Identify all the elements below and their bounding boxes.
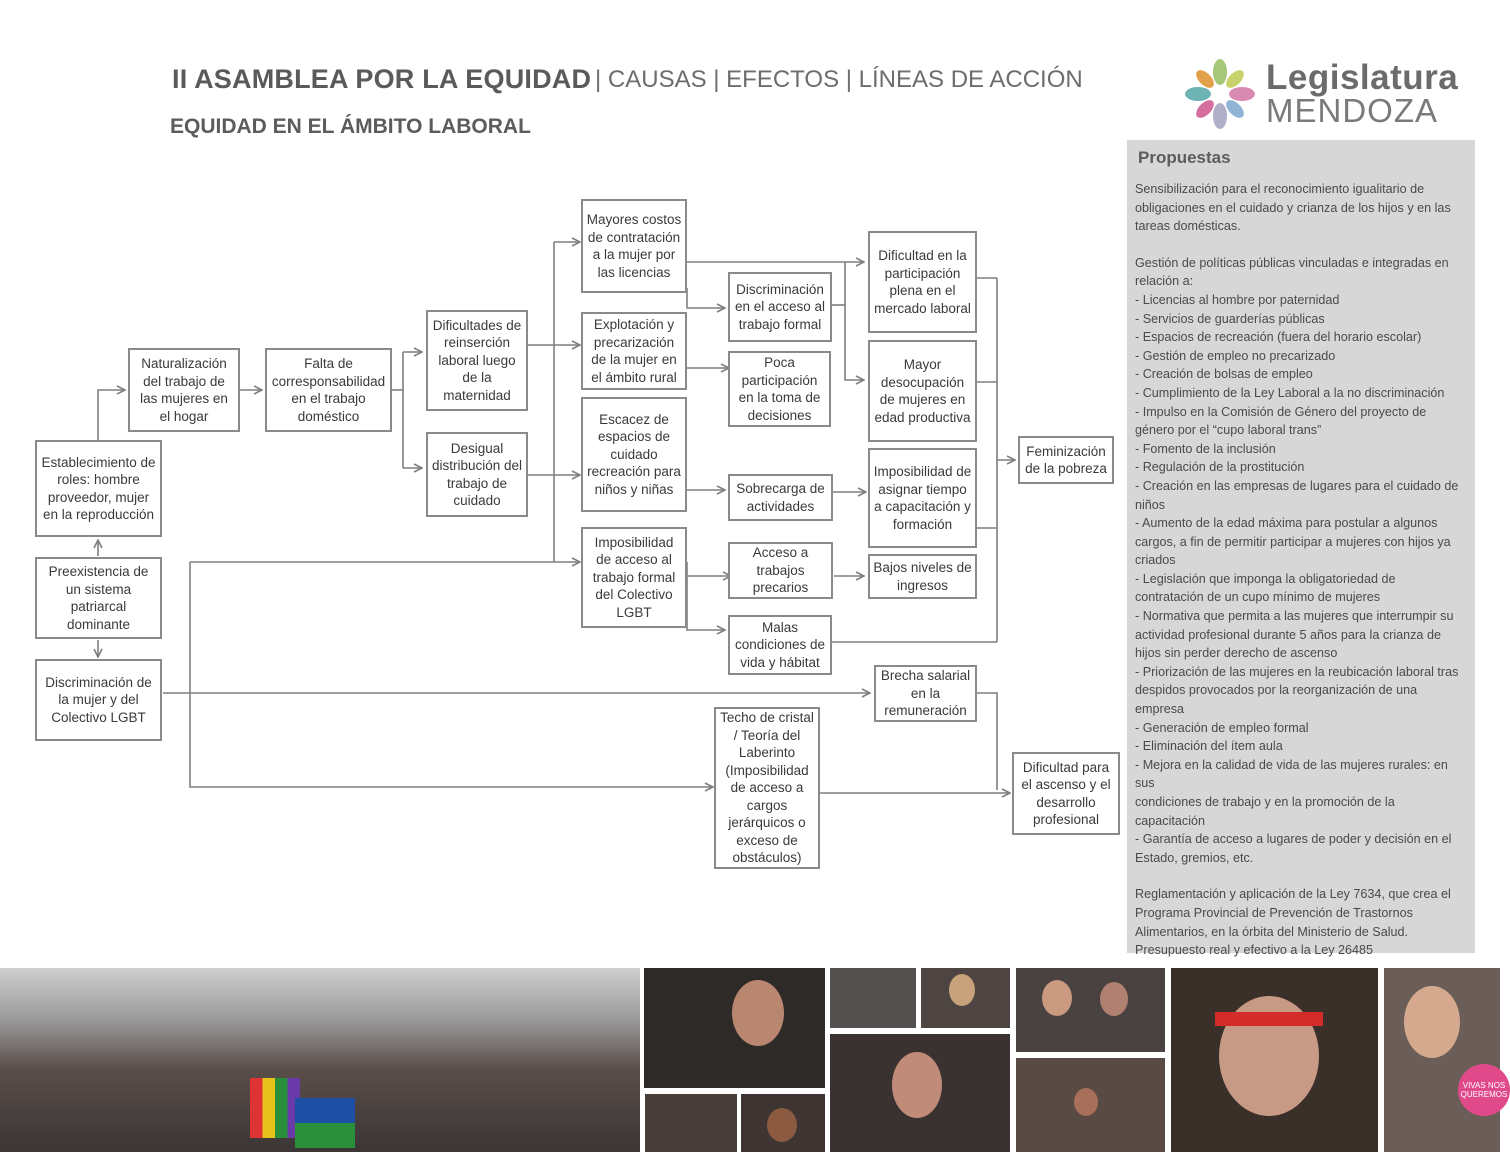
proposal-line: - Garantía de acceso a lugares de poder y decisión en el: [1135, 832, 1452, 847]
photo-session-2: [741, 1094, 825, 1152]
photo-session-3: [830, 968, 916, 1028]
node-sobrecarga-actividades: Sobrecarga de actividades: [728, 474, 833, 521]
node-escacez-espacios: Escacez de espacios de cuidado recreación para niños y niñas: [581, 397, 687, 512]
page-title: II ASAMBLEA POR LA EQUIDAD: [172, 64, 592, 94]
proposal-line: actividad profesional durante 5 años para la crianza de: [1135, 627, 1441, 642]
photo-speaker-2: [830, 1034, 1010, 1152]
photo-speaker-1: [644, 968, 825, 1088]
proposals-panel: [1127, 140, 1475, 958]
node-naturalizacion-trabajo: Naturalización del trabajo de las mujeres en el hogar: [128, 348, 240, 432]
proposal-politicas-publicas: [1135, 254, 1469, 868]
proposal-line: cargos, a fin de permitir participar a mujeres con hijos ya: [1135, 534, 1451, 549]
proposal-line: contratación de un cupo mínimo de mujeres: [1135, 590, 1381, 605]
proposal-line: capacitación: [1135, 813, 1206, 828]
logo-line1: Legislatura: [1266, 58, 1459, 97]
node-malas-condiciones: Malas condiciones de vida y hábitat: [728, 615, 832, 675]
photo-speaker-3: [1171, 968, 1378, 1152]
node-poca-participacion: Poca participación en la toma de decisiones: [728, 351, 831, 427]
proposal-line: tareas domésticas.: [1135, 219, 1241, 234]
proposal-line: relación a:: [1135, 274, 1194, 289]
proposal-line: - Mejora en la calidad de vida de las mujeres rurales: en sus: [1135, 757, 1448, 791]
node-acceso-trabajos-precarios: Acceso a trabajos precarios: [728, 542, 833, 599]
photo-session-4: [921, 968, 1010, 1028]
node-techo-cristal: Techo de cristal / Teoría del Laberinto (Imposibilidad de acceso a cargos jerárquicos o exceso de obstáculos): [714, 707, 820, 869]
proposal-line: niños: [1135, 497, 1166, 512]
photo-speaker-4: [1384, 968, 1508, 1152]
proposal-line: - Cumplimiento de la Ley Laboral a la no discriminación: [1135, 385, 1445, 400]
proposal-line: - Fomento de la inclusión: [1135, 441, 1276, 456]
flower-logo-icon: [1184, 56, 1256, 132]
node-imposibilidad-tiempo: Imposibilidad de asignar tiempo a capacitación y formación: [868, 448, 977, 548]
node-preexistencia-sistema-patriarcal: Preexistencia de un sistema patriarcal dominante: [35, 557, 162, 639]
proposal-line: Presupuesto real y efectivo a la Ley 26485: [1135, 943, 1374, 958]
proposal-line: - Legislación que imponga la obligatoriedad de: [1135, 571, 1396, 586]
proposal-line: hijos sin perder derecho de ascenso: [1135, 646, 1338, 661]
proposal-ley-7634: [1135, 885, 1469, 959]
node-imposibilidad-acceso-lgbt: Imposibilidad de acceso al trabajo formal del Colectivo LGBT: [581, 527, 687, 628]
section-labels: | CAUSAS | EFECTOS | LÍNEAS DE ACCIÓN: [595, 66, 1083, 93]
proposal-line: - Licencias al hombre por paternidad: [1135, 292, 1340, 307]
group-photo: [0, 968, 640, 1152]
node-explotacion-rural: Explotación y precarización de la mujer en el ámbito rural: [581, 312, 687, 390]
proposal-line: - Espacios de recreación (fuera del horario escolar): [1135, 330, 1422, 345]
node-brecha-salarial: Brecha salarial en la remuneración: [874, 665, 977, 722]
proposal-line: - Regulación de la prostitución: [1135, 460, 1305, 475]
logo-line2: MENDOZA: [1266, 92, 1438, 129]
proposal-line: - Normativa que permita a las mujeres que interrumpir su: [1135, 609, 1454, 624]
node-bajos-ingresos: Bajos niveles de ingresos: [868, 554, 977, 599]
proposal-line: despidos provocados por la reorganización de una: [1135, 683, 1418, 698]
proposal-line: - Generación de empleo formal: [1135, 720, 1309, 735]
node-establecimiento-roles: Establecimiento de roles: hombre proveedor, mujer en la reproducción: [35, 440, 162, 537]
proposal-line: Estado, gremios, etc.: [1135, 850, 1254, 865]
proposal-line: - Priorización de las mujeres en la reubicación laboral tras: [1135, 664, 1459, 679]
proposal-line: empresa: [1135, 702, 1184, 717]
proposal-line: - Eliminación del ítem aula: [1135, 739, 1283, 754]
photo-session-1: [645, 1094, 737, 1152]
proposal-line: criados: [1135, 553, 1176, 568]
proposal-line: Programa Provincial de Prevención de Trastornos: [1135, 905, 1413, 920]
node-dificultad-participacion: Dificultad en la participación plena en el mercado laboral: [868, 231, 977, 333]
legislatura-logo: [1184, 56, 1459, 134]
photo-session-5: [1016, 968, 1165, 1052]
vivas-nos-queremos-badge: VIVAS NOS QUEREMOS: [1458, 1064, 1510, 1116]
proposal-line: - Gestión de empleo no precarizado: [1135, 348, 1336, 363]
proposal-line: - Creación de bolsas de empleo: [1135, 367, 1313, 382]
proposal-line: Alimentarios, en la órbita del Ministerio de Salud.: [1135, 924, 1409, 939]
proposal-line: género por el “cupo laboral trans”: [1135, 423, 1322, 438]
proposal-sensibilizacion: [1135, 180, 1469, 236]
proposal-line: Reglamentación y aplicación de la Ley 7634, que crea el: [1135, 887, 1451, 902]
node-discriminacion-mujer-lgbt: Discriminación de la mujer y del Colectivo LGBT: [35, 659, 162, 741]
proposal-line: - Impulso en la Comisión de Género del proyecto de: [1135, 404, 1427, 419]
node-dificultades-reinsercion: Dificultades de reinserción laboral luego de la maternidad: [426, 310, 528, 411]
proposal-line: - Creación en las empresas de lugares para el cuidado de: [1135, 478, 1459, 493]
page-subtitle: EQUIDAD EN EL ÁMBITO LABORAL: [170, 115, 531, 138]
node-discriminacion-acceso: Discriminación en el acceso al trabajo formal: [728, 272, 832, 342]
proposal-line: - Servicios de guarderías públicas: [1135, 311, 1325, 326]
node-dificultad-ascenso: Dificultad para el ascenso y el desarrollo profesional: [1012, 752, 1120, 835]
node-mayores-costos: Mayores costos de contratación a la mujer por las licencias: [581, 199, 687, 293]
proposal-line: - Aumento de la edad máxima para postular a algunos: [1135, 516, 1438, 531]
proposals-heading: Propuestas: [1138, 148, 1231, 167]
node-feminizacion-pobreza: Feminización de la pobreza: [1018, 436, 1114, 484]
proposal-line: obligaciones en el cuidado y crianza de los hijos y en las: [1135, 200, 1451, 215]
proposal-line: condiciones de trabajo y en la promoción de la: [1135, 795, 1395, 809]
node-desigual-distribucion: Desigual distribución del trabajo de cuidado: [426, 432, 528, 517]
photo-session-6: [1016, 1058, 1165, 1152]
proposal-line: Sensibilización para el reconocimiento igualitario de: [1135, 182, 1425, 196]
node-mayor-desocupacion: Mayor desocupación de mujeres en edad productiva: [868, 340, 977, 442]
photo-strip: [0, 968, 1508, 1152]
node-falta-corresponsabilidad: Falta de corresponsabilidad en el trabajo doméstico: [265, 348, 392, 432]
proposal-line: Gestión de políticas públicas vinculadas e integradas en: [1135, 255, 1449, 270]
